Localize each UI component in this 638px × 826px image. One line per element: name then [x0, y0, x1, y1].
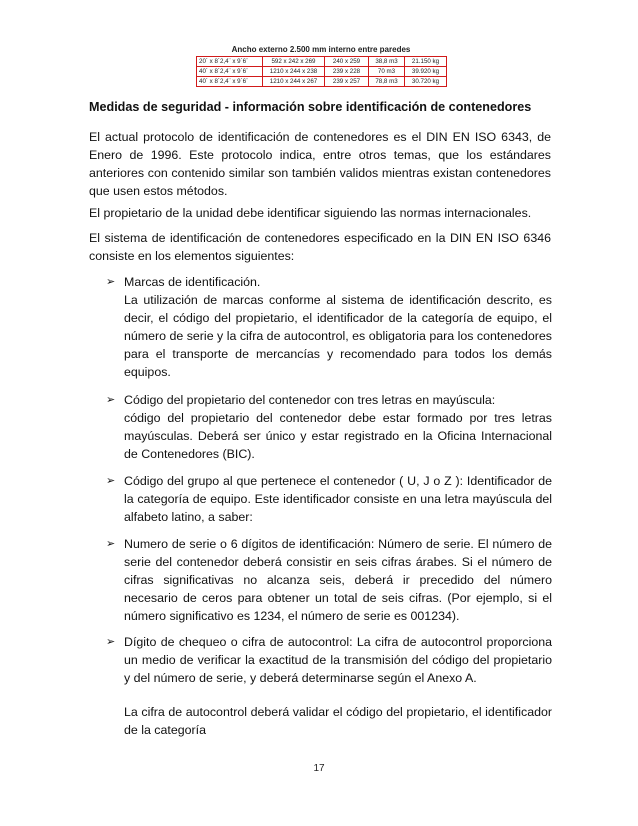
- table-cell: 40´ x 8´2,4¨ x 9´6¨: [197, 77, 263, 87]
- bullet-lead: Marcas de identificación.: [124, 275, 261, 289]
- table-cell: 1210 x 244 x 238: [263, 67, 325, 77]
- closing-paragraph: La cifra de autocontrol deberá validar el código del propietario, el identificador de la categoría: [124, 705, 552, 737]
- arrow-bullet-icon: ➢: [106, 475, 116, 487]
- paragraph-system: El sistema de identificación de contenedores especificado en la DIN EN ISO 6346 consiste en los elementos siguientes:: [89, 231, 551, 263]
- table-cell: 21.150 kg: [405, 57, 447, 67]
- table-cell: 39.920 kg: [405, 67, 447, 77]
- container-dimensions-table: [196, 44, 446, 87]
- table-row: [197, 77, 447, 87]
- table-cell: 239 x 257: [325, 77, 369, 87]
- arrow-bullet-icon: ➢: [106, 538, 116, 550]
- table-title: Ancho externo 2.500 mm interno entre paredes: [231, 45, 411, 54]
- bullet-text: Numero de serie o 6 dígitos de identificación: Número de serie. El número de serie del contenedor deberá consistir en seis cifras árabes. Si el número de cifras significativas no alcanza seis, deberá ir precedido del número necesario de ceros para obtener un total de seis cifras. (Por ejemplo, si el número significativo es 1234, el número de serie es 001234).: [124, 537, 552, 623]
- table-cell: 20´ x 8´2,4¨ x 9´6¨: [197, 57, 263, 67]
- table-cell: 592 x 242 x 269: [263, 57, 325, 67]
- bullet-text: La utilización de marcas conforme al sistema de identificación descrito, es decir, el código del propietario, el identificador de la categoría de equipo, el número de serie y la cifra de autocontrol, es obligatoria para los contenedores para el transporte de mercancías y recomendado para todos los demás equipos.: [124, 293, 552, 379]
- table-cell: 30.720 kg: [405, 77, 447, 87]
- bullet-text: código del propietario del contenedor debe estar formado por tres letras mayúsculas. Deberá ser único y estar registrado en la Oficina Internacional de Contenedores (BIC).: [124, 411, 552, 461]
- table-cell: 239 x 228: [325, 67, 369, 77]
- page-number: 17: [313, 763, 325, 774]
- dimensions-table: [196, 56, 447, 87]
- paragraph-protocol: El actual protocolo de identificación de contenedores es el DIN EN ISO 6343, de Enero de 1996. Este protocolo indica, entre otros temas, que los estándares anteriores con contenido similar son también validos mientras existan contenedores que usen estos métodos.: [89, 130, 551, 198]
- bullet-text: Dígito de chequeo o cifra de autocontrol: La cifra de autocontrol proporciona un medio de verificar la exactitud de la transmisión del código del propietario y del número de serie, y deberá determinarse según el Anexo A.: [124, 635, 552, 685]
- table-cell: 240 x 259: [325, 57, 369, 67]
- table-cell: 38,8 m3: [369, 57, 405, 67]
- arrow-bullet-icon: ➢: [106, 394, 116, 406]
- arrow-bullet-icon: ➢: [106, 276, 116, 288]
- paragraph-owner: El propietario de la unidad debe identificar siguiendo las normas internacionales.: [89, 206, 532, 220]
- table-cell: 1210 x 244 x 267: [263, 77, 325, 87]
- table-cell: 40´ x 8´2,4¨ x 9´6¨: [197, 67, 263, 77]
- table-cell: 78,8 m3: [369, 77, 405, 87]
- section-heading: Medidas de seguridad - información sobre identificación de contenedores: [89, 100, 532, 114]
- bullet-lead: Código del propietario del contenedor con tres letras en mayúscula:: [124, 393, 496, 407]
- bullet-text: Código del grupo al que pertenece el contenedor ( U, J o Z ): Identificador de la categoría de equipo. Este identificador consiste en una letra mayúscula del alfabeto latino, a saber:: [124, 474, 552, 524]
- arrow-bullet-icon: ➢: [106, 636, 116, 648]
- table-row: [197, 57, 447, 67]
- table-row: [197, 67, 447, 77]
- table-cell: 70 m3: [369, 67, 405, 77]
